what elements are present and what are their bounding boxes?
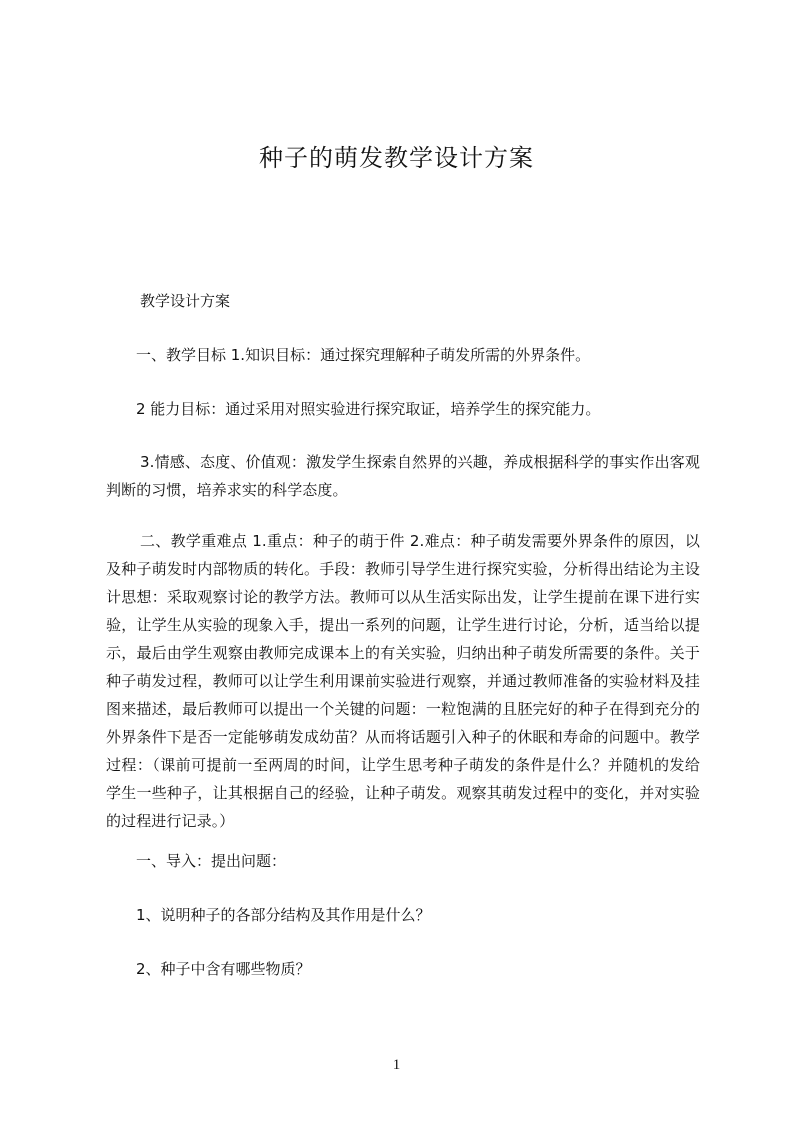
intro-heading: 一、导入：提出问题： xyxy=(136,852,287,870)
page-number: 1 xyxy=(392,1057,401,1073)
key-points-paragraph: 二、教学重难点 1.重点：种子的萌于件 2.难点：种子萌发需要外界条件的原因，以及种子萌发时内部物质的转化。手段：教师引导学生进行探究实验，分析得出结论为主设计思想：采取观察讨论的教学方法。教师可以从生活实际出发，让学生提前在课下进行实验，让学生从实验的现象入手，提出一系列的问题，让学生进行讨论，分析，适当给以提示，最后由学生观察由教师完成课本上的有关实验，归纳出种子萌发所需要的条件。关于种子萌发过程，教师可以让学生利用课前实验进行观察，并通过教师准备的实验材料及挂图来描述，最后教师可以提出一个关键的问题：一粒饱满的且胚完好的种子在得到充分的外界条件下是否一定能够萌发成幼苗？从而将话题引入种子的休眠和寿命的问题中。教学过程：（课前可提前一至两周的时间，让学生思考种子萌发的条件是什么？并随机的发给学生一些种子，让其根据自己的经验，让种子萌发。观察其萌发过程中的变化，并对实验的过程进行记录。） xyxy=(106,532,700,830)
question-item: 1、说明种子的各部分结构及其作用是什么？ xyxy=(136,906,431,924)
emotion-objective-paragraph: 3.情感、态度、价值观：激发学生探索自然界的兴趣，养成根据科学的事实作出客观判断的习惯，培养求实的科学态度。 xyxy=(106,453,700,499)
section-heading: 教学设计方案 xyxy=(140,292,231,310)
ability-objective-paragraph: 2 能力目标：通过采用对照实验进行探究取证，培养学生的探究能力。 xyxy=(136,400,601,418)
document-title: 种子的萌发教学设计方案 xyxy=(259,144,534,172)
objectives-paragraph: 一、教学目标 1.知识目标：通过探究理解种子萌发所需的外界条件。 xyxy=(136,346,591,364)
question-item: 2、种子中含有哪些物质？ xyxy=(136,960,311,978)
